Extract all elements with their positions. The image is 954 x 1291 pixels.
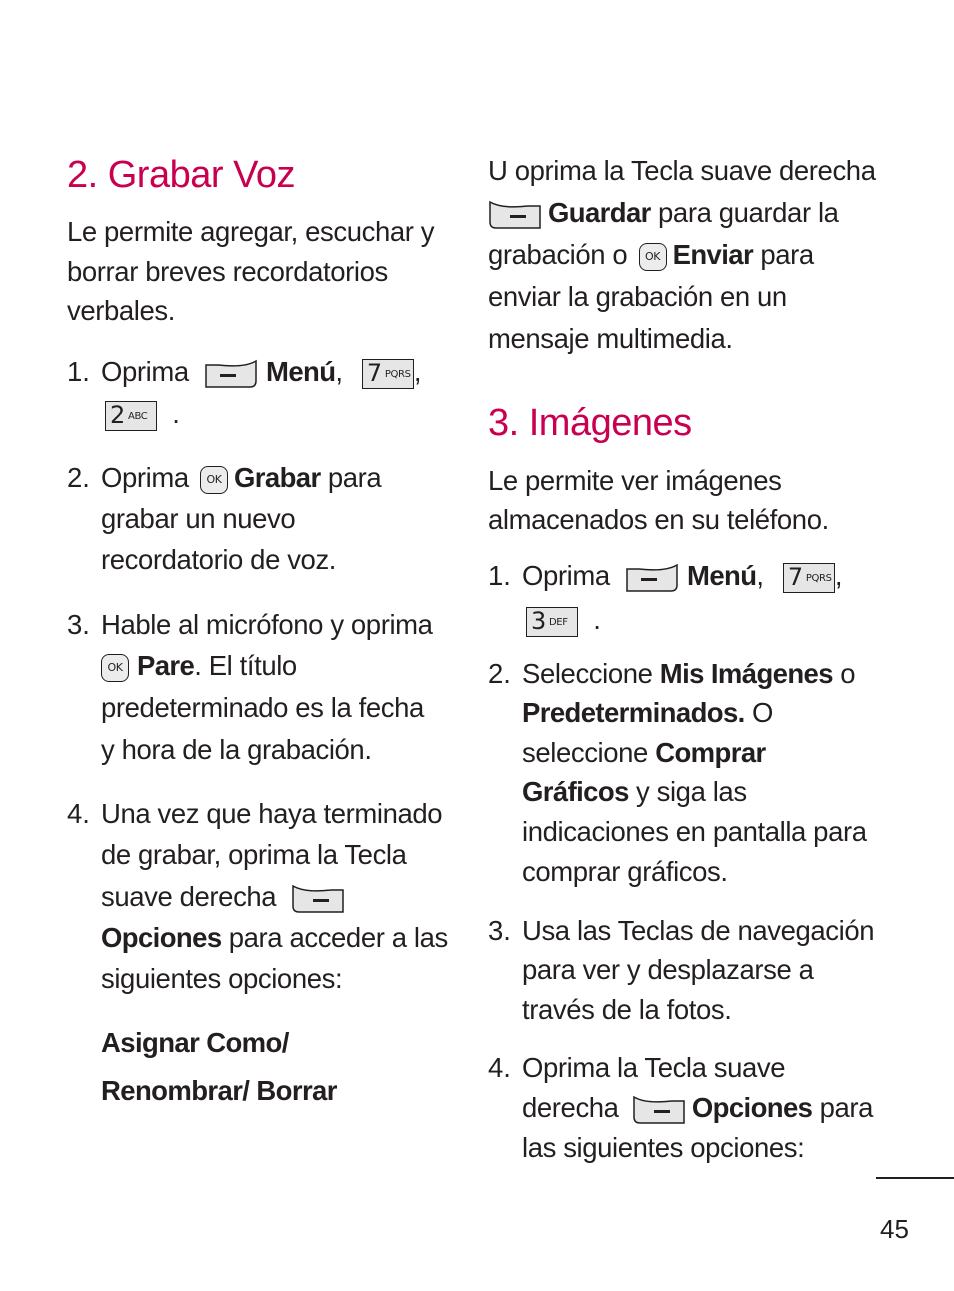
step-text: Oprima: [522, 560, 610, 591]
key-2-abc-icon: [105, 401, 157, 431]
step-3-line: para ver y desplazarse a: [522, 954, 814, 985]
step-text: para: [819, 1092, 874, 1123]
step-4-line: [101, 877, 345, 917]
step-number: 4.: [67, 798, 90, 829]
option-text: Renombrar/ Borrar: [101, 1075, 337, 1106]
key-7-pqrs-icon: [362, 359, 414, 389]
step-text: Oprima: [101, 356, 189, 387]
step-text: suave derecha: [101, 881, 277, 912]
step-3-line: Usa las Teclas de navegación: [522, 915, 875, 946]
step-text: para: [327, 462, 382, 493]
key-letters: ABC: [128, 410, 148, 422]
step-text: o: [840, 658, 856, 689]
option-list-line: [101, 1071, 337, 1111]
right-soft-key-icon: [488, 199, 542, 231]
intro-line: Le permite ver imágenes: [488, 465, 782, 496]
opciones-label: Opciones: [101, 922, 222, 953]
step-number: 3.: [488, 915, 511, 946]
step-1-line: [101, 352, 421, 392]
step-text: grabación o: [488, 239, 628, 270]
continuation-line: [488, 193, 839, 233]
comma: ,: [335, 356, 343, 387]
step-2-line: recordatorio de voz.: [101, 544, 337, 575]
step-text: Seleccione: [522, 658, 653, 689]
guardar-label: Guardar: [548, 197, 651, 228]
step-number: 2.: [488, 658, 511, 689]
step-1-line: [105, 394, 180, 434]
step-3-line: y hora de la grabación.: [101, 734, 372, 765]
step-1-line: [522, 556, 842, 596]
step-2-line: indicaciones en pantalla para: [522, 816, 867, 847]
comma: ,: [413, 356, 422, 387]
intro-line: verbales.: [67, 295, 175, 326]
key-digit: 7: [787, 562, 803, 591]
step-3-line: través de la fotos.: [522, 994, 732, 1025]
key-letters: DEF: [549, 616, 568, 628]
step-4-line: Una vez que haya terminado: [101, 798, 443, 829]
menu-label: Menú: [687, 560, 757, 591]
option-text: Asignar Como/: [101, 1027, 289, 1058]
step-4-line: [101, 918, 448, 958]
intro-line: almacenados en su teléfono.: [488, 504, 829, 535]
continuation-line: enviar la grabación en un: [488, 281, 787, 312]
step-2-line: grabar un nuevo: [101, 503, 296, 534]
step-3-line: [101, 646, 297, 686]
step-text: para guardar la: [658, 197, 839, 228]
step-2-line: [522, 733, 766, 773]
step-text: para acceder a las: [228, 922, 448, 953]
grabar-label: Grabar: [234, 462, 321, 493]
period: .: [172, 398, 180, 429]
continuation-line: mensaje multimedia.: [488, 323, 733, 354]
intro-line: Le permite agregar, escuchar y: [67, 216, 435, 247]
step-3-line: Hable al micrófono y oprima: [101, 609, 433, 640]
mis-imagenes-label: Mis Imágenes: [659, 658, 833, 689]
left-soft-key-icon: [204, 358, 258, 390]
step-2-line: comprar gráficos.: [522, 856, 728, 887]
step-3-line: predeterminado es la fecha: [101, 692, 424, 723]
key-letters: PQRS: [805, 572, 832, 584]
section-heading-imagenes: 3. Imágenes: [488, 402, 692, 444]
step-2-line: [522, 772, 747, 812]
continuation-line: [488, 235, 814, 275]
enviar-label: Enviar: [672, 239, 754, 270]
step-4-line: Oprima la Tecla suave: [522, 1052, 786, 1083]
graficos-label: Gráficos: [522, 776, 629, 807]
pare-label: Pare: [137, 650, 195, 681]
intro-line: borrar breves recordatorios: [67, 256, 388, 287]
step-text: y siga las: [636, 776, 747, 807]
opciones-label: Opciones: [691, 1092, 813, 1123]
step-text: derecha: [522, 1092, 619, 1123]
key-7-pqrs-icon: [783, 563, 835, 593]
step-2-line: [101, 458, 381, 498]
step-text: para: [760, 239, 814, 270]
right-soft-key-icon: [632, 1094, 686, 1126]
step-number: 1.: [67, 356, 90, 387]
step-text: seleccione: [522, 737, 648, 768]
step-1-line: [526, 600, 601, 640]
step-number: 4.: [488, 1052, 511, 1083]
footer-rule: [876, 1177, 954, 1179]
option-list-line: [101, 1023, 289, 1063]
key-letters: PQRS: [384, 368, 411, 380]
menu-label: Menú: [266, 356, 336, 387]
step-4-line: de grabar, oprima la Tecla: [101, 839, 407, 870]
period: .: [593, 604, 601, 635]
step-4-line: siguientes opciones:: [101, 963, 343, 994]
comprar-label: Comprar: [655, 737, 766, 768]
step-text: . El título: [194, 650, 297, 681]
comma: ,: [756, 560, 764, 591]
left-soft-key-icon: [625, 562, 679, 594]
step-number: 1.: [488, 560, 511, 591]
section-heading-grabar-voz: 2. Grabar Voz: [67, 154, 295, 196]
comma: ,: [834, 560, 843, 591]
step-text: O: [751, 697, 773, 728]
ok-key-icon: OK: [101, 654, 129, 682]
key-digit: 3: [531, 606, 546, 635]
ok-key-icon: OK: [639, 243, 667, 271]
predeterminados-label: Predeterminados.: [522, 697, 745, 728]
ok-key-icon: OK: [200, 466, 228, 494]
step-2-line: [522, 654, 855, 694]
step-text: Oprima: [101, 462, 189, 493]
step-2-line: [522, 693, 773, 733]
step-number: 2.: [67, 462, 90, 493]
right-soft-key-icon: [291, 883, 345, 915]
key-3-def-icon: [526, 607, 578, 637]
page-number: 45: [880, 1214, 909, 1244]
step-4-line: [522, 1088, 873, 1128]
step-number: 3.: [67, 609, 90, 640]
step-4-line: las siguientes opciones:: [522, 1132, 805, 1163]
key-digit: 7: [366, 358, 382, 387]
continuation-line: U oprima la Tecla suave derecha: [488, 155, 876, 186]
key-digit: 2: [110, 400, 125, 429]
